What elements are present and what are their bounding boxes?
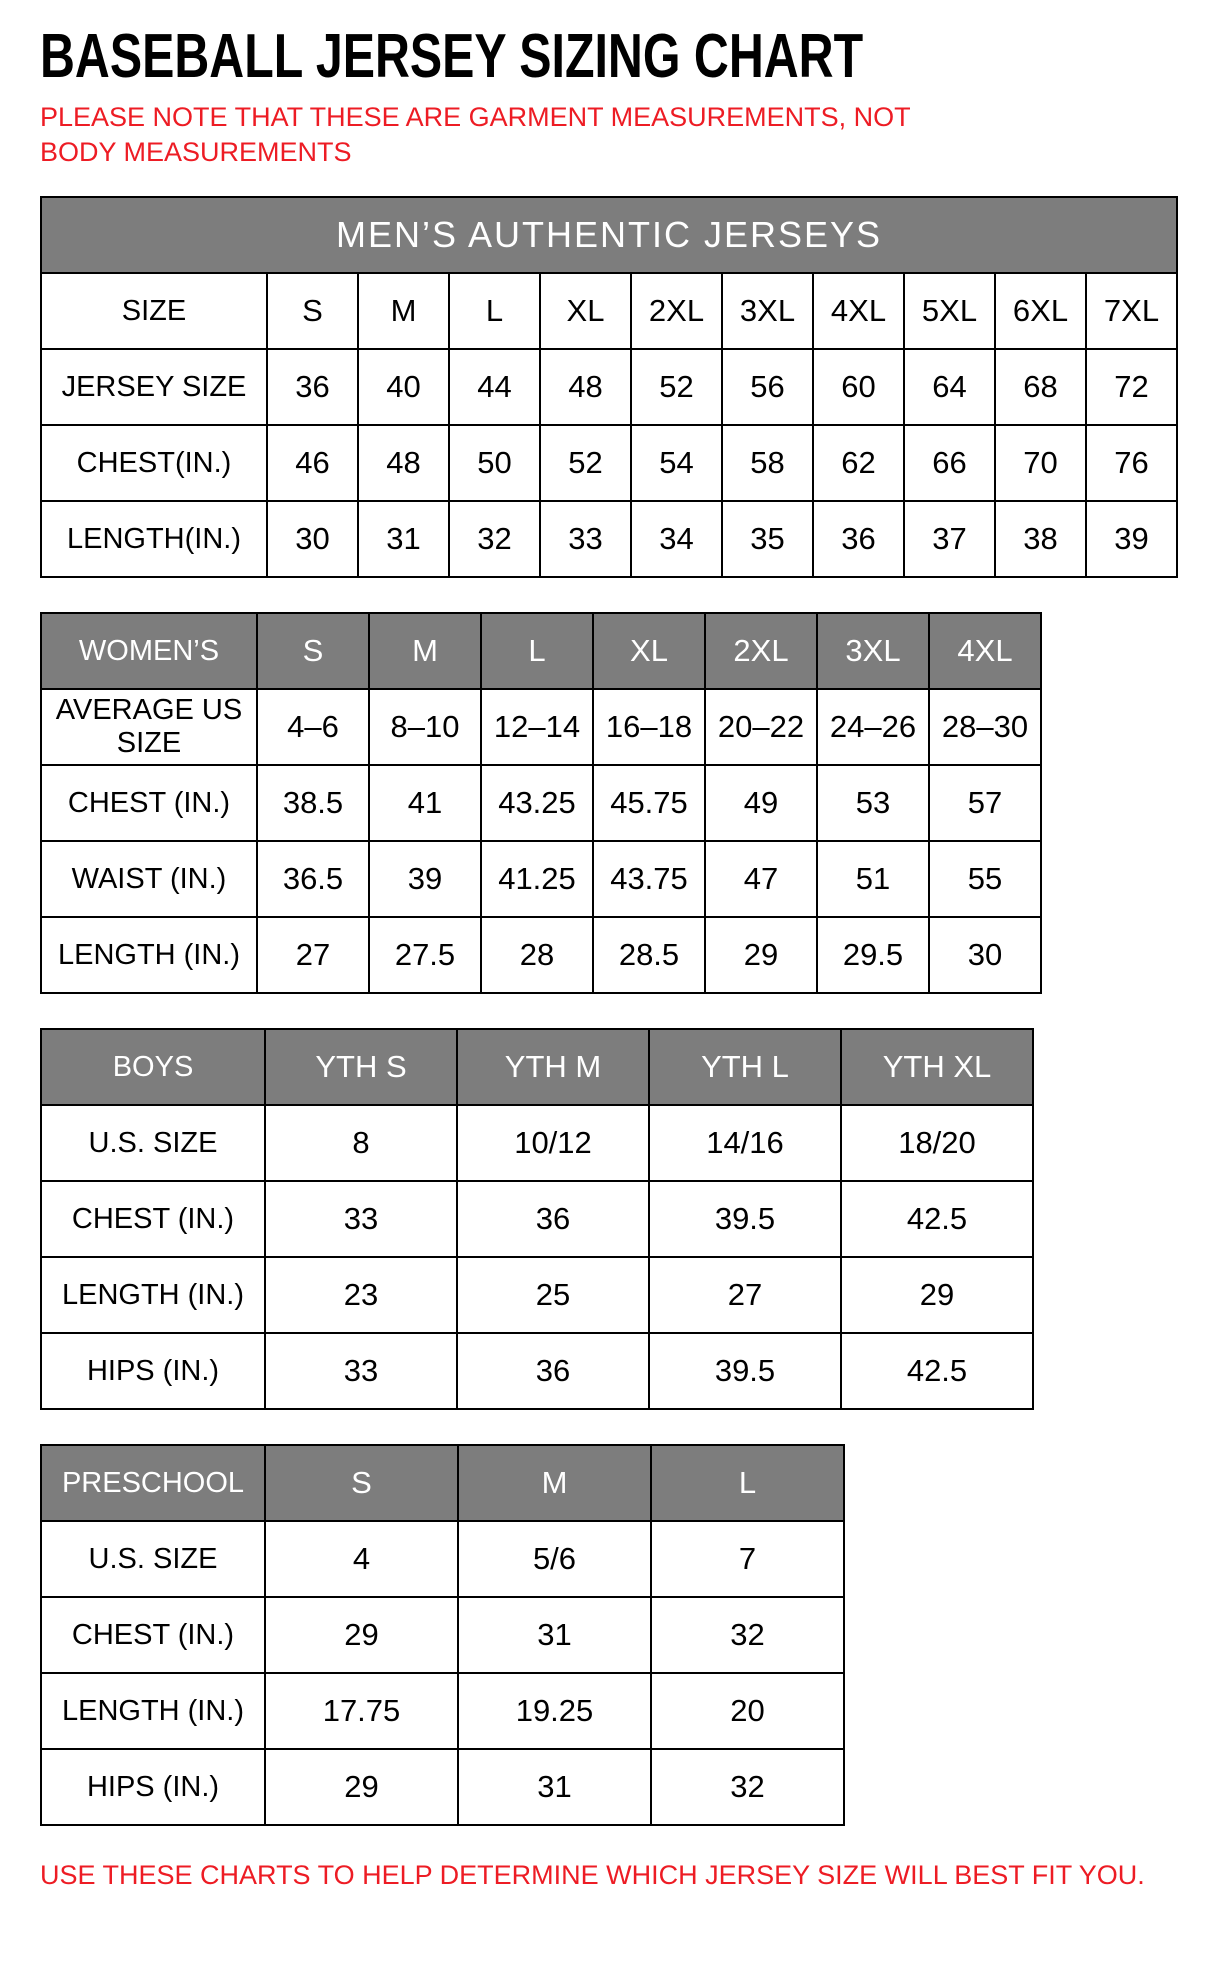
value-cell: 8 <box>265 1105 457 1181</box>
row-label-cell: CHEST (IN.) <box>41 1181 265 1257</box>
header-size-cell: L <box>481 613 593 689</box>
row-label-cell: LENGTH(IN.) <box>41 501 267 577</box>
mens-table-grid <box>40 196 1178 578</box>
value-cell: L <box>449 273 540 349</box>
row-label-cell: SIZE <box>41 273 267 349</box>
value-cell: 52 <box>540 425 631 501</box>
value-cell: 48 <box>358 425 449 501</box>
header-size-cell: YTH XL <box>841 1029 1033 1105</box>
row-label-cell: HIPS (IN.) <box>41 1749 265 1825</box>
value-cell: 7 <box>651 1521 844 1597</box>
value-cell: 24–26 <box>817 689 929 765</box>
value-cell: 7XL <box>1086 273 1177 349</box>
value-cell: 66 <box>904 425 995 501</box>
header-size-cell: S <box>257 613 369 689</box>
value-cell: 51 <box>817 841 929 917</box>
value-cell: 34 <box>631 501 722 577</box>
row-label-cell: HIPS (IN.) <box>41 1333 265 1409</box>
value-cell: 4–6 <box>257 689 369 765</box>
header-label-cell: PRESCHOOL <box>41 1445 265 1521</box>
table-header-row <box>41 1029 1033 1105</box>
table-header-row <box>41 613 1041 689</box>
value-cell: 25 <box>457 1257 649 1333</box>
value-cell: 45.75 <box>593 765 705 841</box>
value-cell: 70 <box>995 425 1086 501</box>
row-label-cell: AVERAGE US SIZE <box>41 689 257 765</box>
table-title-row <box>41 197 1177 273</box>
value-cell: 28.5 <box>593 917 705 993</box>
value-cell: 29 <box>265 1597 458 1673</box>
row-label-cell: U.S. SIZE <box>41 1521 265 1597</box>
row-label-cell: JERSEY SIZE <box>41 349 267 425</box>
value-cell: 55 <box>929 841 1041 917</box>
header-size-cell: M <box>458 1445 651 1521</box>
value-cell: 29 <box>705 917 817 993</box>
header-label-cell: WOMEN’S <box>41 613 257 689</box>
value-cell: 5/6 <box>458 1521 651 1597</box>
value-cell: 57 <box>929 765 1041 841</box>
value-cell: 28 <box>481 917 593 993</box>
table-row <box>41 1333 1033 1409</box>
womens-sizing-table <box>40 612 1180 994</box>
value-cell: 36 <box>457 1333 649 1409</box>
value-cell: 36.5 <box>257 841 369 917</box>
value-cell: 14/16 <box>649 1105 841 1181</box>
womens-table-grid <box>40 612 1042 994</box>
value-cell: 27.5 <box>369 917 481 993</box>
row-label-cell: LENGTH (IN.) <box>41 1257 265 1333</box>
value-cell: 37 <box>904 501 995 577</box>
value-cell: 36 <box>267 349 358 425</box>
value-cell: 23 <box>265 1257 457 1333</box>
value-cell: 2XL <box>631 273 722 349</box>
value-cell: 60 <box>813 349 904 425</box>
value-cell: 30 <box>929 917 1041 993</box>
value-cell: 36 <box>457 1181 649 1257</box>
row-label-cell: WAIST (IN.) <box>41 841 257 917</box>
preschool-table-grid <box>40 1444 845 1826</box>
value-cell: 53 <box>817 765 929 841</box>
value-cell: 27 <box>649 1257 841 1333</box>
value-cell: 20–22 <box>705 689 817 765</box>
value-cell: 33 <box>265 1333 457 1409</box>
value-cell: 10/12 <box>457 1105 649 1181</box>
value-cell: 4 <box>265 1521 458 1597</box>
table-row <box>41 765 1041 841</box>
value-cell: 39.5 <box>649 1181 841 1257</box>
row-label-cell: LENGTH (IN.) <box>41 1673 265 1749</box>
value-cell: 30 <box>267 501 358 577</box>
value-cell: 19.25 <box>458 1673 651 1749</box>
value-cell: XL <box>540 273 631 349</box>
table-header-row <box>41 1445 844 1521</box>
header-size-cell: M <box>369 613 481 689</box>
value-cell: 33 <box>540 501 631 577</box>
table-row <box>41 1749 844 1825</box>
value-cell: 20 <box>651 1673 844 1749</box>
header-size-cell: YTH S <box>265 1029 457 1105</box>
value-cell: 58 <box>722 425 813 501</box>
value-cell: 12–14 <box>481 689 593 765</box>
value-cell: 29 <box>265 1749 458 1825</box>
value-cell: 31 <box>458 1749 651 1825</box>
header-size-cell: S <box>265 1445 458 1521</box>
value-cell: 39 <box>369 841 481 917</box>
value-cell: 17.75 <box>265 1673 458 1749</box>
header-size-cell: YTH L <box>649 1029 841 1105</box>
value-cell: 36 <box>813 501 904 577</box>
garment-measurement-note: PLEASE NOTE THAT THESE ARE GARMENT MEASUREMENTS, NOT BODY MEASUREMENTS <box>40 102 911 168</box>
value-cell: 38.5 <box>257 765 369 841</box>
value-cell: 3XL <box>722 273 813 349</box>
value-cell: 32 <box>651 1749 844 1825</box>
header-size-cell: 2XL <box>705 613 817 689</box>
header-size-cell: L <box>651 1445 844 1521</box>
table-row <box>41 841 1041 917</box>
preschool-sizing-table <box>40 1444 1180 1826</box>
value-cell: 43.25 <box>481 765 593 841</box>
table-row <box>41 349 1177 425</box>
row-label-cell: CHEST (IN.) <box>41 765 257 841</box>
value-cell: 40 <box>358 349 449 425</box>
mens-sizing-table <box>40 196 1180 578</box>
row-label-cell: LENGTH (IN.) <box>41 917 257 993</box>
value-cell: 32 <box>449 501 540 577</box>
value-cell: 64 <box>904 349 995 425</box>
header-size-cell: YTH M <box>457 1029 649 1105</box>
table-row <box>41 425 1177 501</box>
value-cell: 31 <box>458 1597 651 1673</box>
table-row <box>41 273 1177 349</box>
value-cell: 29 <box>841 1257 1033 1333</box>
value-cell: 52 <box>631 349 722 425</box>
value-cell: 43.75 <box>593 841 705 917</box>
table-row <box>41 1257 1033 1333</box>
table-row <box>41 1597 844 1673</box>
value-cell: 29.5 <box>817 917 929 993</box>
value-cell: 68 <box>995 349 1086 425</box>
value-cell: 31 <box>358 501 449 577</box>
value-cell: 62 <box>813 425 904 501</box>
value-cell: 33 <box>265 1181 457 1257</box>
footer-note: USE THESE CHARTS TO HELP DETERMINE WHICH JERSEY SIZE WILL BEST FIT YOU. <box>40 1860 1145 1891</box>
header-size-cell: 4XL <box>929 613 1041 689</box>
header-size-cell: 3XL <box>817 613 929 689</box>
value-cell: 41 <box>369 765 481 841</box>
value-cell: 16–18 <box>593 689 705 765</box>
page-title: BASEBALL JERSEY SIZING CHART <box>40 22 864 91</box>
header-label-cell: BOYS <box>41 1029 265 1105</box>
value-cell: 39.5 <box>649 1333 841 1409</box>
value-cell: 48 <box>540 349 631 425</box>
table-row <box>41 501 1177 577</box>
value-cell: 27 <box>257 917 369 993</box>
value-cell: 50 <box>449 425 540 501</box>
row-label-cell: CHEST(IN.) <box>41 425 267 501</box>
value-cell: 42.5 <box>841 1333 1033 1409</box>
value-cell: 56 <box>722 349 813 425</box>
value-cell: 54 <box>631 425 722 501</box>
value-cell: 6XL <box>995 273 1086 349</box>
table-row <box>41 1673 844 1749</box>
value-cell: 38 <box>995 501 1086 577</box>
value-cell: 41.25 <box>481 841 593 917</box>
value-cell: 44 <box>449 349 540 425</box>
header-size-cell: XL <box>593 613 705 689</box>
table-row <box>41 1181 1033 1257</box>
value-cell: 47 <box>705 841 817 917</box>
value-cell: 28–30 <box>929 689 1041 765</box>
value-cell: 4XL <box>813 273 904 349</box>
value-cell: 76 <box>1086 425 1177 501</box>
value-cell: 42.5 <box>841 1181 1033 1257</box>
value-cell: 32 <box>651 1597 844 1673</box>
value-cell: 35 <box>722 501 813 577</box>
boys-table-grid <box>40 1028 1034 1410</box>
value-cell: 8–10 <box>369 689 481 765</box>
value-cell: 39 <box>1086 501 1177 577</box>
table-title-cell: MEN’S AUTHENTIC JERSEYS <box>41 197 1177 273</box>
value-cell: 49 <box>705 765 817 841</box>
table-row <box>41 1105 1033 1181</box>
table-row <box>41 917 1041 993</box>
value-cell: S <box>267 273 358 349</box>
table-row <box>41 1521 844 1597</box>
value-cell: 18/20 <box>841 1105 1033 1181</box>
boys-sizing-table <box>40 1028 1180 1410</box>
value-cell: 46 <box>267 425 358 501</box>
value-cell: M <box>358 273 449 349</box>
table-row <box>41 689 1041 765</box>
row-label-cell: U.S. SIZE <box>41 1105 265 1181</box>
row-label-cell: CHEST (IN.) <box>41 1597 265 1673</box>
value-cell: 5XL <box>904 273 995 349</box>
value-cell: 72 <box>1086 349 1177 425</box>
